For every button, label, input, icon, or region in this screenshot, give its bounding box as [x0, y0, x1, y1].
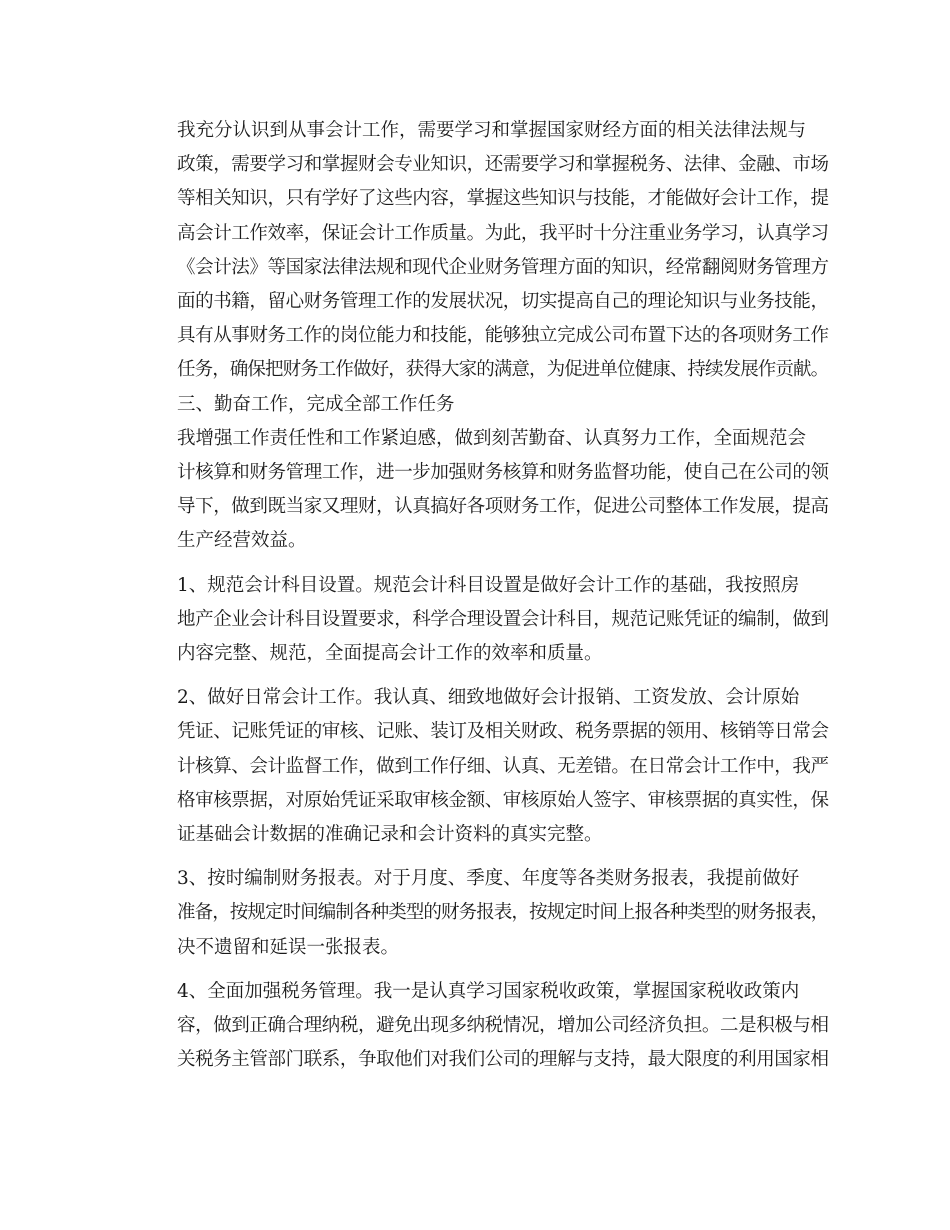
paragraph-study [140, 114, 830, 388]
text-line: 政策，需要学习和掌握财会专业知识，还需要学习和掌握税务、法律、金融、市场 [177, 154, 829, 176]
text-line: 《会计法》等国家法律法规和现代企业财务管理方面的知识，经常翻阅财务管理方 [177, 256, 829, 278]
paragraph-item-1 [140, 569, 830, 672]
text-line: 高会计工作效率，保证会计工作质量。为此，我平时十分注重业务学习，认真学习 [177, 222, 829, 244]
text-line: 1、规范会计科目设置。规范会计科目设置是做好会计工作的基础，我按照房 [177, 574, 800, 596]
text-line: 格审核票据，对原始凭证采取审核金额、审核原始人签字、审核票据的真实性，保 [177, 789, 829, 811]
text-line: 决不遗留和延误一张报表。 [177, 936, 400, 958]
text-line: 2、做好日常会计工作。我认真、细致地做好会计报销、工资发放、会计原始 [177, 687, 800, 709]
text-line: 等相关知识，只有学好了这些内容，掌握这些知识与技能，才能做好会计工作，提 [177, 188, 829, 210]
paragraph-item-4 [140, 975, 830, 1078]
text-line: 准备，按规定时间编制各种类型的财务报表，按规定时间上报各种类型的财务报表， [177, 902, 829, 924]
text-line: 计核算和财务管理工作，进一步加强财务核算和财务监督功能，使自己在公司的领 [177, 462, 829, 484]
paragraph-item-2 [140, 681, 830, 852]
paragraph-item-3 [140, 862, 830, 965]
text-line: 地产企业会计科目设置要求，科学合理设置会计科目，规范记账凭证的编制，做到 [177, 608, 829, 630]
text-line: 内容完整、规范，全面提高会计工作的效率和质量。 [177, 643, 603, 665]
document-body [140, 114, 830, 1077]
text-line: 我增强工作责任性和工作紧迫感，做到刻苦勤奋、认真努力工作，全面规范会 [177, 427, 807, 449]
text-line: 具有从事财务工作的岗位能力和技能，能够独立完成公司布置下达的各项财务工作 [177, 325, 829, 347]
text-line: 凭证、记账凭证的审核、记账、装订及相关财政、税务票据的领用、核销等日常会 [177, 721, 829, 743]
paragraph-diligence [140, 422, 830, 559]
text-line: 3、按时编制财务报表。对于月度、季度、年度等各类财务报表，我提前做好 [177, 868, 800, 890]
text-line: 4、全面加强税务管理。我一是认真学习国家税收政策，掌握国家税收政策内 [177, 980, 800, 1002]
section-heading [140, 388, 830, 422]
text-line: 三、勤奋工作，完成全部工作任务 [177, 393, 455, 415]
text-line: 生产经营效益。 [177, 530, 307, 552]
text-line: 任务，确保把财务工作做好，获得大家的满意，为促进单位健康、持续发展作贡献。 [177, 359, 829, 381]
text-line: 导下，做到既当家又理财，认真搞好各项财务工作，促进公司整体工作发展，提高 [177, 496, 829, 518]
text-line: 证基础会计数据的准确记录和会计资料的真实完整。 [177, 824, 603, 846]
text-line: 关税务主管部门联系，争取他们对我们公司的理解与支持，最大限度的利用国家相 [177, 1049, 829, 1071]
text-line: 面的书籍，留心财务管理工作的发展状况，切实提高自己的理论知识与业务技能， [177, 291, 829, 313]
text-line: 我充分认识到从事会计工作，需要学习和掌握国家财经方面的相关法律法规与 [177, 120, 807, 141]
text-line: 容，做到正确合理纳税，避免出现多纳税情况，增加公司经济负担。二是积极与相 [177, 1015, 829, 1037]
text-line: 计核算、会计监督工作，做到工作仔细、认真、无差错。在日常会计工作中，我严 [177, 755, 829, 777]
